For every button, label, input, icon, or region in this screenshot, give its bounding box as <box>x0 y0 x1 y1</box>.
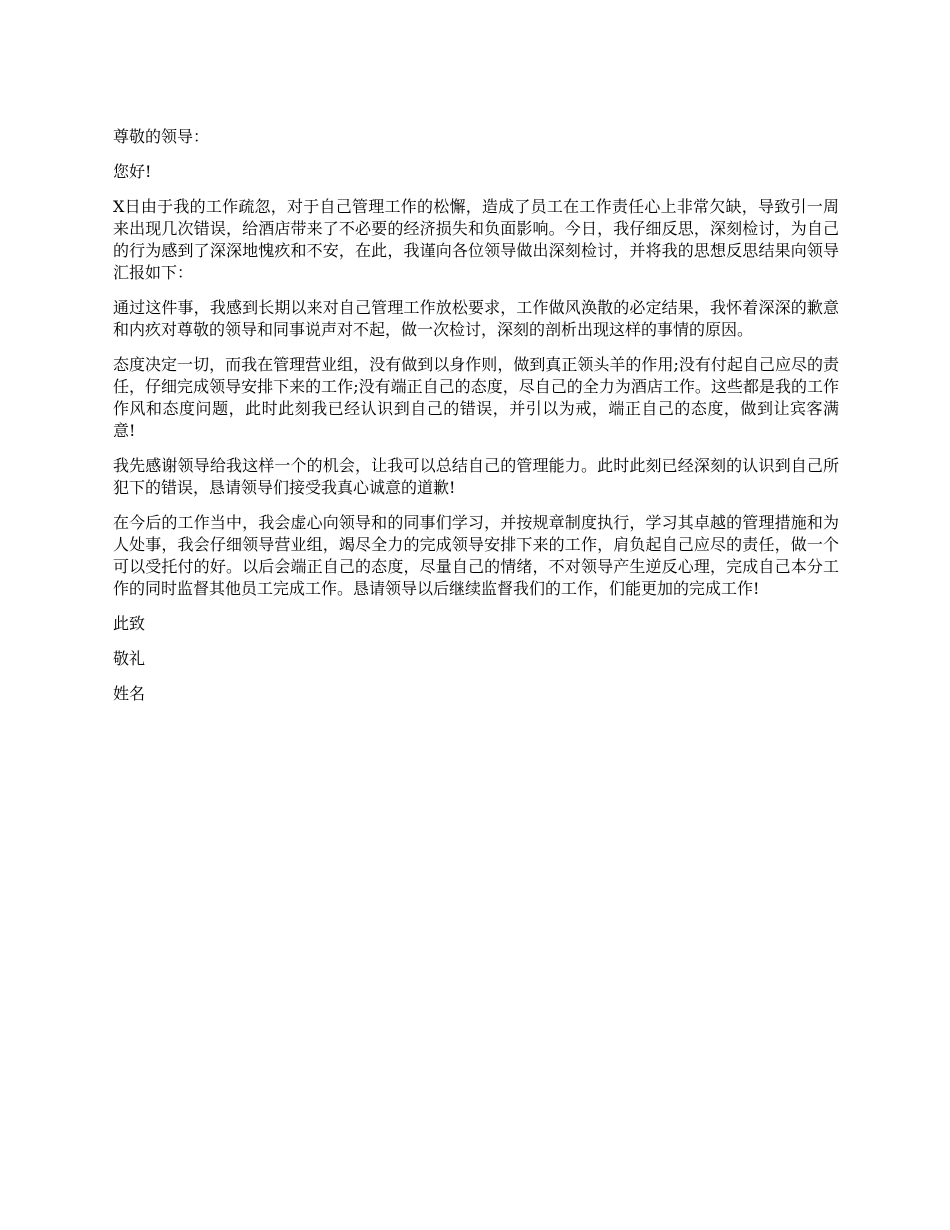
closing-line-2: 敬礼 <box>113 649 146 668</box>
paragraph-1: X日由于我的工作疏忽，对于自己管理工作的松懈，造成了员工在工作责任心上非常欠缺，导致引一周来出现几次错误，给酒店带来了不必要的经济损失和负面影响。今日，我仔细反思，深刻检讨，为自己的行为感到了深深地愧疚和不安，在此，我谨向各位领导做出深刻检讨，并将我的思想反思结果向领导汇报如下： <box>113 197 839 282</box>
letter-body <box>113 126 839 718</box>
greeting: 您好! <box>113 162 152 181</box>
paragraph-4: 我先感谢领导给我这样一个的机会，让我可以总结自己的管理能力。此时此刻已经深刻的认识到自己所犯下的错误，恳请领导们接受我真心诚意的道歉! <box>113 456 839 497</box>
paragraph-5: 在今后的工作当中，我会虚心向领导和的同事们学习，并按规章制度执行，学习其卓越的管理措施和为人处事，我会仔细领导营业组，竭尽全力的完成领导安排下来的工作，肩负起自己应尽的责任，做一个可以受托付的好。以后会端正自己的态度，尽量自己的情绪，不对领导产生逆反心理，完成自己本分工作的同时监督其他员工完成工作。恳请领导以后继续监督我们的工作，们能更加的完成工作! <box>113 513 839 598</box>
paragraph-2: 通过这件事，我感到长期以来对自己管理工作放松要求，工作做风涣散的必定结果，我怀着深深的歉意和内疚对尊敬的领导和同事说声对不起，做一次检讨，深刻的剖析出现这样的事情的原因。 <box>113 298 839 339</box>
paragraph-3: 态度决定一切，而我在管理营业组，没有做到以身作则，做到真正领头羊的作用;没有付起自己应尽的责任，仔细完成领导安排下来的工作;没有端正自己的态度，尽自己的全力为酒店工作。这些都是我的工作作风和态度问题，此时此刻我已经认识到自己的错误，并引以为戒，端正自己的态度，做到让宾客满意! <box>113 355 839 440</box>
closing-line-1: 此致 <box>113 614 146 633</box>
salutation: 尊敬的领导： <box>113 127 210 146</box>
signature: 姓名 <box>113 684 146 703</box>
